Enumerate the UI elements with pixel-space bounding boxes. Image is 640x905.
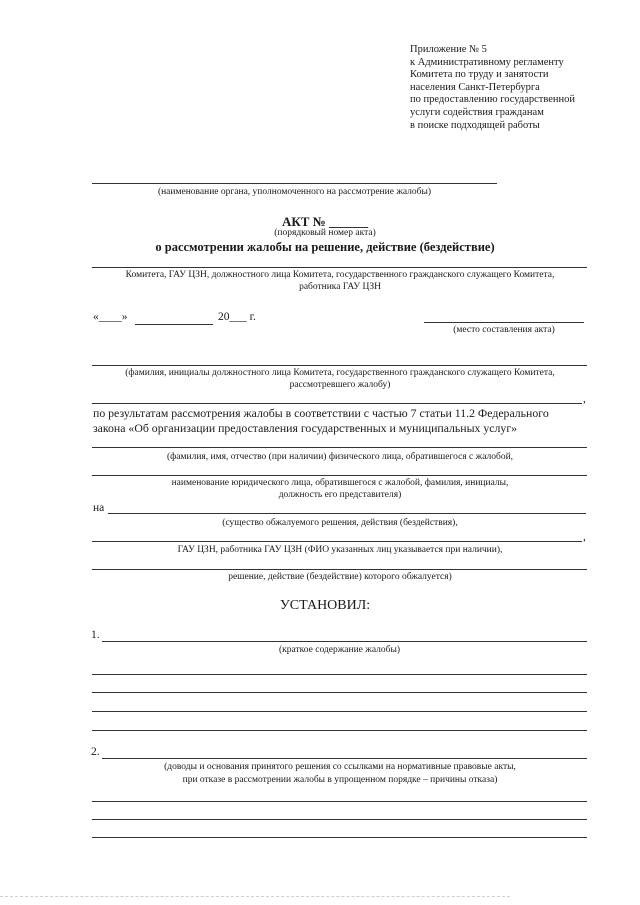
results-text-2: закона «Об организации предоставления государственных и муниципальных услуг» (93, 421, 518, 435)
date-day[interactable]: «____» (93, 311, 128, 323)
act-subtitle: о рассмотрении жалобы на решение, действие (бездействие) (155, 240, 495, 254)
decision-caption: решение, действие (бездействие) которого обжалуется) (228, 572, 452, 582)
appendix-line: в поиске подходящей работы (410, 119, 540, 131)
act-title: АКТ № ______ (281, 214, 369, 229)
appendix-line: услуги содействия гражданам (410, 106, 544, 118)
results-text-1: по результатам рассмотрения жалобы в соответствии с частью 7 статьи 11.2 Федерального (93, 406, 549, 420)
on-label: на (93, 502, 105, 514)
item1-extra-line[interactable] (92, 674, 587, 675)
appendix-line: к Административному регламенту (410, 56, 564, 68)
legal-caption-2: должность его представителя) (278, 490, 402, 500)
gau-line[interactable] (92, 541, 582, 542)
item2-extra-line[interactable] (92, 819, 587, 820)
appendix-line: по предоставлению государственной (410, 94, 576, 106)
act-number-caption: (порядковый номер акта) (274, 228, 376, 238)
comma: , (583, 393, 586, 405)
place-line[interactable] (424, 322, 584, 323)
official-caption-2: рассмотревшего жалобу) (289, 380, 391, 390)
committee-caption-2: работника ГАУ ЦЗН (299, 282, 381, 292)
results-line[interactable] (92, 403, 582, 404)
place-caption: (место составления акта) (453, 325, 555, 335)
date-month-line[interactable] (135, 324, 213, 325)
essence-caption: (существо обжалуемого решения, действия (бездействия), (222, 518, 458, 528)
established-heading: УСТАНОВИЛ: (279, 598, 371, 613)
decision-line[interactable] (92, 569, 587, 570)
date-year[interactable]: 20___ г. (218, 311, 256, 323)
item1-extra-line[interactable] (92, 711, 587, 712)
appendix-line: Комитета по труду и занятости (410, 69, 549, 81)
appendix-line: Приложение № 5 (410, 44, 487, 55)
item2-caption-2: при отказе в рассмотрении жалобы в упрощенном порядке – причины отказа) (182, 775, 498, 785)
official-caption-1: (фамилия, инициалы должностного лица Комитета, государственного гражданского служащего Комитета, (125, 368, 555, 378)
org-name-line[interactable] (92, 183, 497, 184)
essence-line[interactable] (108, 513, 586, 514)
item1-extra-line[interactable] (92, 692, 587, 693)
item2-extra-line[interactable] (92, 801, 587, 802)
item2-caption-1: (доводы и основания принятого решения со ссылками на нормативные правовые акты, (164, 762, 516, 772)
appendix-block (410, 44, 575, 132)
item2-extra-line[interactable] (92, 837, 587, 838)
scan-edge-divider (0, 896, 510, 897)
comma: , (583, 531, 586, 543)
gau-caption: ГАУ ЦЗН, работника ГАУ ЦЗН (ФИО указанных лиц указывается при наличии), (177, 545, 503, 555)
official-line[interactable] (92, 365, 587, 366)
committee-line[interactable] (92, 267, 587, 268)
org-caption: (наименование органа, уполномоченного на рассмотрение жалобы) (157, 187, 432, 197)
committee-caption-1: Комитета, ГАУ ЦЗН, должностного лица Комитета, государственного гражданского служащего Комитета, (125, 270, 555, 280)
legal-caption-1: наименование юридического лица, обратившегося с жалобой, фамилия, инициалы, (171, 478, 509, 488)
item1-label: 1. (91, 629, 100, 641)
item2-line[interactable] (102, 758, 587, 759)
appendix-line: населения Санкт-Петербурга (410, 81, 540, 93)
item1-line[interactable] (102, 641, 587, 642)
applicant-line[interactable] (92, 447, 587, 448)
item2-label: 2. (91, 746, 100, 758)
legal-entity-line[interactable] (92, 475, 587, 476)
applicant-caption: (фамилия, имя, отчество (при наличии) физического лица, обратившегося с жалобой, (166, 452, 514, 462)
item1-extra-line[interactable] (92, 730, 587, 731)
item1-caption: (краткое содержание жалобы) (278, 645, 400, 655)
